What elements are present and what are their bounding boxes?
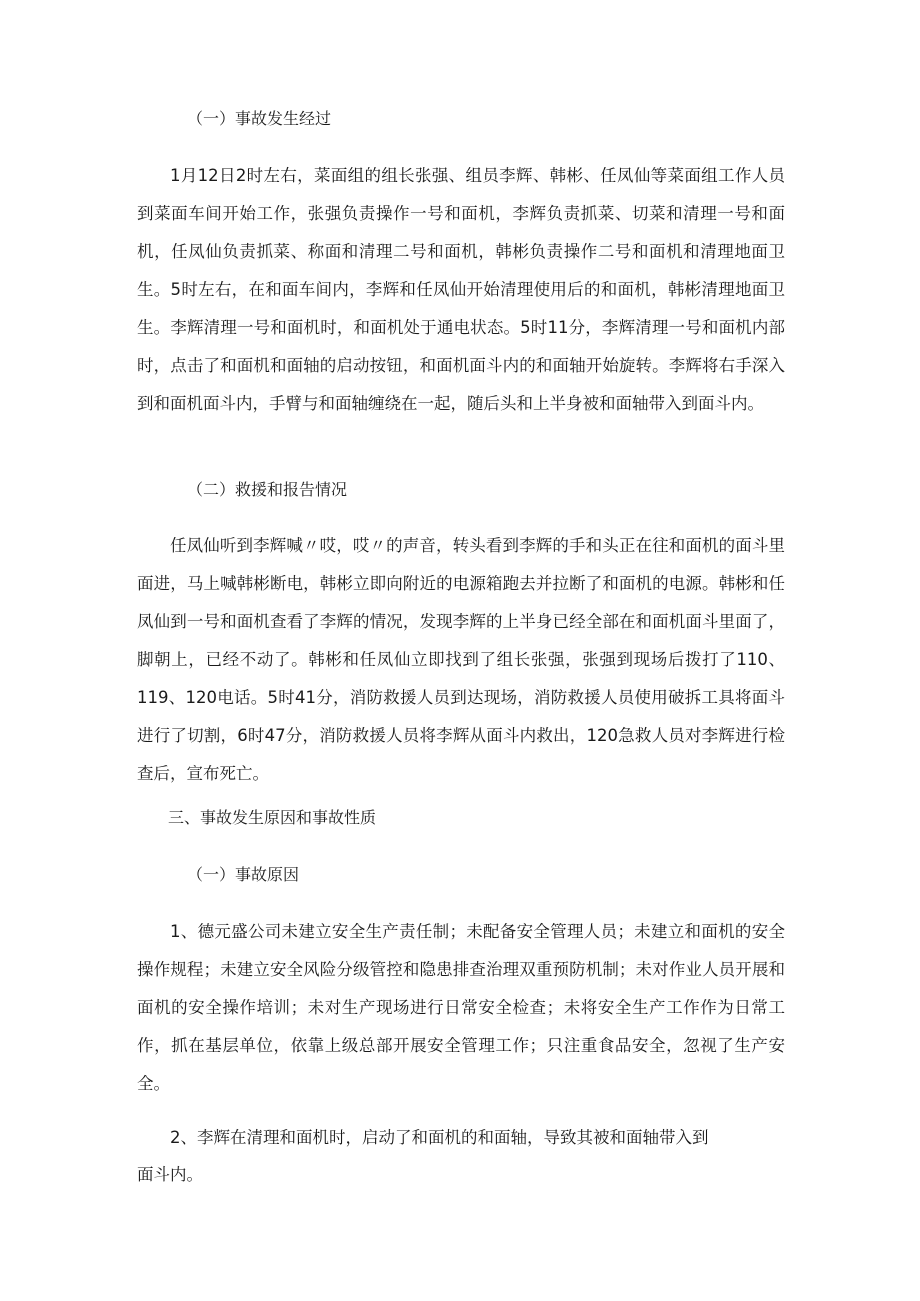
section-heading-rescue-report: （二）救援和报告情况 <box>187 480 348 499</box>
section-heading-accident-process: （一）事故发生经过 <box>187 109 332 128</box>
paragraph-cause-2-line-2: 面斗内。 <box>137 1165 203 1184</box>
paragraph-accident-process: 1月12日2时左右，菜面组的组长张强、组员李辉、韩彬、任凤仙等菜面组工作人员到菜面车间开始工作，张强负责操作一号和面机，李辉负责抓菜、切菜和清理一号和面机，任凤仙负责抓菜、称面和清理二号和面机，韩彬负责操作二号和面机和清理地面卫生。5时左右，在和面车间内，李辉和任凤仙开始清理使用后的和面机，韩彬清理地面卫生。李辉清理一号和面机时，和面机处于通电状态。5时11分，李辉清理一号和面机内部时，点击了和面机和面轴的启动按钮，和面机面斗内的和面轴开始旋转。李辉将右手深入到和面机面斗内，手臂与和面轴缠绕在一起，随后头和上半身被和面轴带入到面斗内。 <box>137 166 785 413</box>
section-heading-cause-and-nature: 三、事故发生原因和事故性质 <box>168 808 377 827</box>
section-heading-accident-cause: （一）事故原因 <box>187 865 300 884</box>
paragraph-cause-1: 1、德元盛公司未建立安全生产责任制；未配备安全管理人员；未建立和面机的安全操作规程；未建立安全风险分级管控和隐患排查治理双重预防机制；未对作业人员开展和面机的安全操作培训；未对生产现场进行日常安全检查；未将安全生产工作作为日常工作，抓在基层单位，依靠上级总部开展安全管理工作；只注重食品安全，忽视了生产安全。 <box>137 922 785 1093</box>
paragraph-rescue-report: 任凤仙听到李辉喊〃哎，哎〃的声音，转头看到李辉的手和头正在往和面机的面斗里面进，马上喊韩彬断电，韩彬立即向附近的电源箱跑去并拉断了和面机的电源。韩彬和任凤仙到一号和面机查看了李辉的情况，发现李辉的上半身已经全部在和面机面斗里面了，脚朝上，已经不动了。韩彬和任凤仙立即找到了组长张强，张强到现场后拨打了110、119、120电话。5时41分，消防救援人员到达现场，消防救援人员使用破拆工具将面斗进行了切割，6时47分，消防救援人员将李辉从面斗内救出，120急救人员对李辉进行检查后，宣布死亡。 <box>137 536 785 783</box>
paragraph-cause-2-line-1: 2、李辉在清理和面机时，启动了和面机的和面轴，导致其被和面轴带入到 <box>170 1128 709 1147</box>
